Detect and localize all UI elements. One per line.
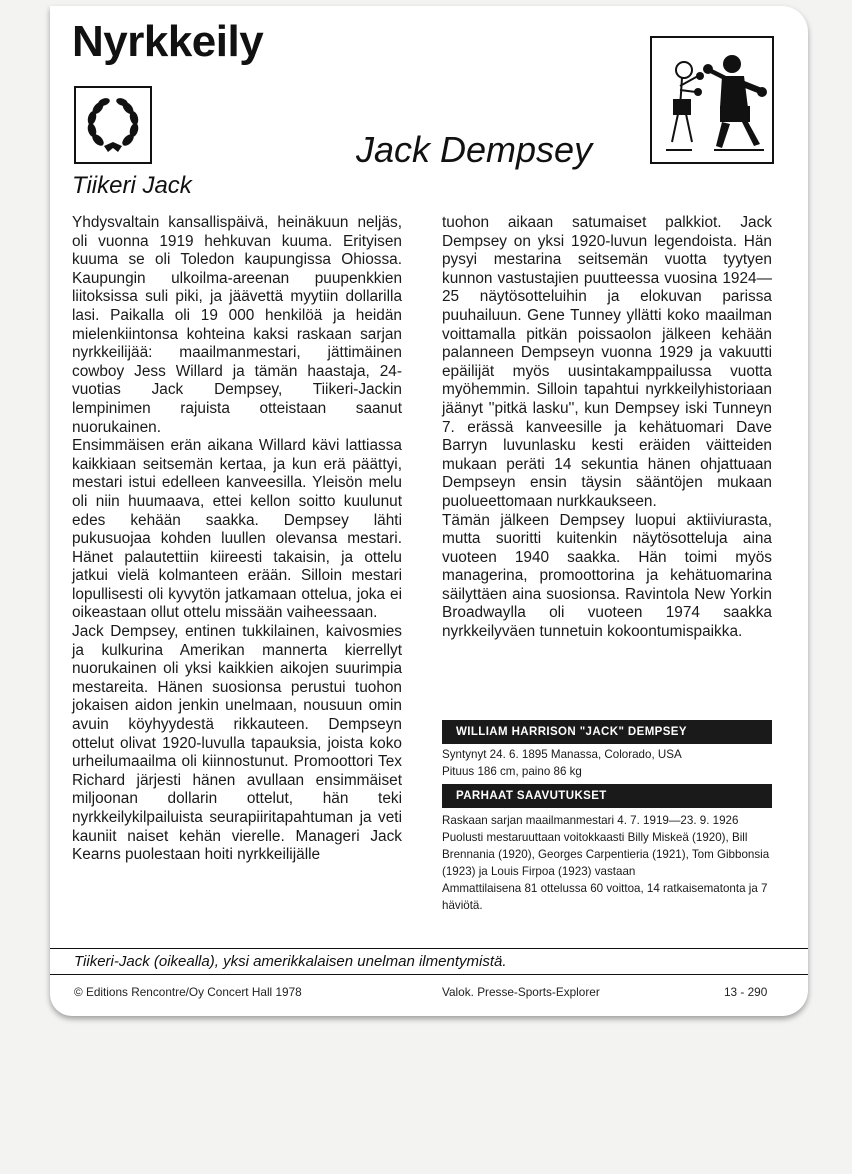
sport-card	[50, 6, 808, 1016]
achievement-item: Puolusti mestaruuttaan voitokkaasti Billy Miskeä (1920), Bill Brennania (1920), Georges Carpentieria (1921), Tom Gibbonsia (1923) ja Louis Firpoa (1923) vastaan	[442, 831, 770, 878]
photo-caption: Tiikeri-Jack (oikealla), yksi amerikkalaisen unelman ilmentymistä.	[74, 953, 507, 970]
profile-heading: WILLIAM HARRISON "JACK" DEMPSEY	[442, 720, 772, 744]
birth-info: Syntynyt 24. 6. 1895 Manassa, Colorado, USA	[442, 748, 682, 761]
article-paragraph: Jack Dempsey, entinen tukkilainen, kaivosmies ja kulkurina Amerikan mannerta kierrellyt nuorukainen oli yksi kaikkien aikojen suurimpia mestareita. Hänen suosionsa perustui tuohon jokaisen aidon jenkin unelmaan, nousuun omin avuin köyhyydestä rikkauteen. Dempseyn ottelut olivat 1920-luvulla tapauksia, joista koko urheilumaailma oli kiinnostunut. Promoottori Tex Richard järjesti hänen avullaan ensimmäiset miljoonan dollarin ottelut, hän teki nyrkkeilykilpailuista seurapiiritapahtuman ja veti kauniit naiset kehän vierelle. Manageri Jack Kearns puolestaan hoiti nyrkkeilijälle	[72, 623, 402, 864]
achievements-list	[442, 812, 778, 914]
caption-top-rule	[50, 948, 808, 949]
article-left-column	[72, 214, 402, 865]
article-paragraph: Yhdysvaltain kansallispäivä, heinäkuun neljäs, oli vuonna 1919 hehkuvan kuuma. Erityisen kuuma se oli Toledon kaupungissa Ohiossa. Kaupungin ulkoilma-areenan puupenkkien liitoksissa suli piki, ja jäävettä myytiin dollarilla lasi. Paikalla oli 19 000 henkilöä ja heidän mielenkiintonsa kohteina kaksi raskaan sarjan nyrkkeilijää: maailmanmestari, jättimäinen cowboy Jess Willard ja tämän haastaja, 24-vuotias Jack Dempsey, Tiikeri-Jackin lempinimen rajuista otteistaan saanut nuorukainen.	[72, 214, 402, 436]
size-info: Pituus 186 cm, paino 86 kg	[442, 765, 582, 778]
article-paragraph: Ensimmäisen erän aikana Willard kävi lattiassa kaikkiaan seitsemän kertaa, ja kun erä päättyi, mestari istui edelleen kanveesilla. Yleisön melu oli niin huumaava, ettei kellon soitto kuulunut edes kehään saakka. Dempsey lähti pukusuojaa kohden luullen olevansa mestari. Hänet palautettiin kiireesti takaisin, ja ottelu jatkui vielä kolmanteen erään. Silloin mestari lopullisesti oli kyvytön jatkamaan ottelua, joka ei oikeastaan ollut ottelu missään vaiheessaan.	[72, 437, 402, 622]
category-title: Nyrkkeily	[72, 17, 264, 66]
boxing-pictogram-icon	[650, 36, 774, 164]
laurel-wreath-icon	[74, 86, 152, 164]
copyright-note: © Editions Rencontre/Oy Concert Hall 1978	[74, 985, 302, 999]
article-right-column	[442, 214, 772, 642]
photo-credit: Valok. Presse-Sports-Explorer	[442, 985, 600, 999]
athlete-nickname: Tiikeri Jack	[72, 172, 192, 199]
achievement-item: Raskaan sarjan maailmanmestari 4. 7. 1919—23. 9. 1926	[442, 814, 739, 827]
card-number: 13 - 290	[724, 985, 768, 999]
caption-bottom-rule	[50, 974, 808, 975]
achievement-item: Ammattilaisena 81 ottelussa 60 voittoa, 14 ratkaisematonta ja 7 häviötä.	[442, 882, 768, 912]
athlete-name: Jack Dempsey	[356, 129, 593, 170]
profile-facts	[442, 746, 778, 780]
article-paragraph: Tämän jälkeen Dempsey luopui aktiiviurasta, mutta suoritti kuitenkin näytösotteluja aina vuoteen 1940 saakka. Hän toimi myös managerina, promoottorina ja kehätuomarina säilyttäen aina suosionsa. Ravintola New Yorkin Broadwaylla oli vuoteen 1974 saakka nyrkkeilyväen tunnetuin kokoontumispaikka.	[442, 511, 772, 641]
achievements-heading: PARHAAT SAAVUTUKSET	[442, 784, 772, 808]
article-paragraph: tuohon aikaan satumaiset palkkiot. Jack Dempsey on yksi 1920-luvun legendoista. Hän pysyi mestarina seitsemän vuotta tyytyen kunnon vastustajien puutteessa vuosina 1924—25 näytösotteluihin ja elokuvan parissa puuhailuun. Gene Tunney yllätti koko maailman voittamalla pitkän poissaolon jälkeen kehään palanneen Dempseyn vuonna 1929 ja vakuutti epäilijät myös uusintakamppailussa vuotta myöhemmin. Silloin tapahtui nyrkkeilyhistoriaan jäänyt ''pitkä lasku'', kun Dempsey iski Tunneyn 7. erässä kanveesille ja kehätuomari Dave Barryn luvunlasku kesti eräiden väitteiden mukaan peräti 14 sekuntia hänen ohjattuaan Dempseyn ensin täysin sääntöjen mukaan puolueettomaan nurkkaukseen.	[442, 214, 772, 510]
